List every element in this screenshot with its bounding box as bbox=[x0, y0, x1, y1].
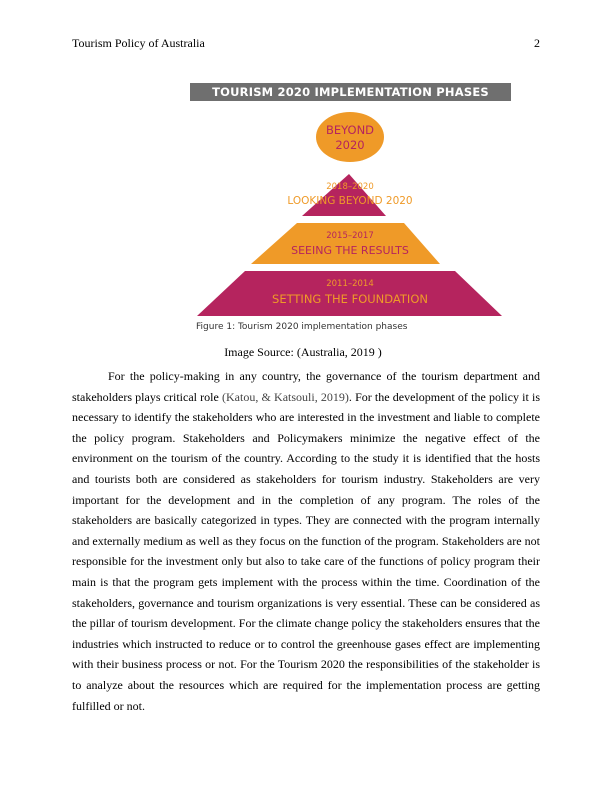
tier-looking-beyond-years: 2018–2020 bbox=[326, 182, 374, 192]
tier-looking-beyond-label: LOOKING BEYOND 2020 bbox=[287, 195, 413, 207]
tier-foundation-years: 2011–2014 bbox=[326, 279, 374, 289]
image-source-line bbox=[0, 345, 612, 360]
tier-beyond-2020-label-line1: BEYOND bbox=[325, 123, 375, 137]
figure-banner: TOURISM 2020 IMPLEMENTATION PHASES bbox=[190, 83, 511, 101]
tier-foundation-label: SETTING THE FOUNDATION bbox=[272, 292, 428, 306]
tier-beyond-2020-label-line2: 2020 bbox=[335, 138, 365, 152]
figure-caption: Figure 1: Tourism 2020 implementation phases bbox=[196, 322, 408, 332]
body-text-part2: . For the development of the policy it is necessary to identify the stakeholders who are interested in the investment and liable to complete the policy program. Stakeholders and Policymakers minimize the negative effect of the environment on the tourism of the country. According to the study it is identified that the hosts and tourists both are considered as stakeholders for tourism industry. Stakeholders are very important for the development and in the completion of any program. The roles of the stakeholders are basically categorized in types. They are connected with the program internally and externally medium as well as they focus on the function of the program. Stakeholders are not responsible for the investment only but also to take care of the functions of policy program their main is that the program gets implement with the process within the time. Coordination of the stakeholders, governance and tourism organizations is very essential. These can be considered as the pillar of tourism development. For the climate change policy the stakeholders ensures that the industries which instructed to reduce or to control the greenhouse gases effect are implementing with their business process or not. For the Tourism 2020 the responsibilities of the stakeholder is to analyze about the resources which are required for the implementation process are getting fulfilled or not. bbox=[72, 389, 540, 713]
tourism-2020-figure bbox=[190, 83, 512, 335]
pyramid-diagram bbox=[190, 105, 512, 321]
running-head-title: Tourism Policy of Australia bbox=[72, 36, 205, 50]
page-number: 2 bbox=[534, 36, 540, 50]
body-text-part1: For the policy-making in any country, the governance of the tourism department and stakeholders plays critical role bbox=[72, 369, 540, 404]
body-citation: (Katou, & Katsouli, 2019) bbox=[222, 389, 349, 404]
tier-seeing-results-label: SEEING THE RESULTS bbox=[291, 244, 409, 257]
body-paragraph bbox=[72, 366, 540, 716]
tier-seeing-results-years: 2015–2017 bbox=[326, 231, 374, 241]
image-source-text: Image Source: (Australia, 2019 ) bbox=[224, 345, 382, 359]
tier-beyond-2020-shape bbox=[316, 112, 384, 162]
